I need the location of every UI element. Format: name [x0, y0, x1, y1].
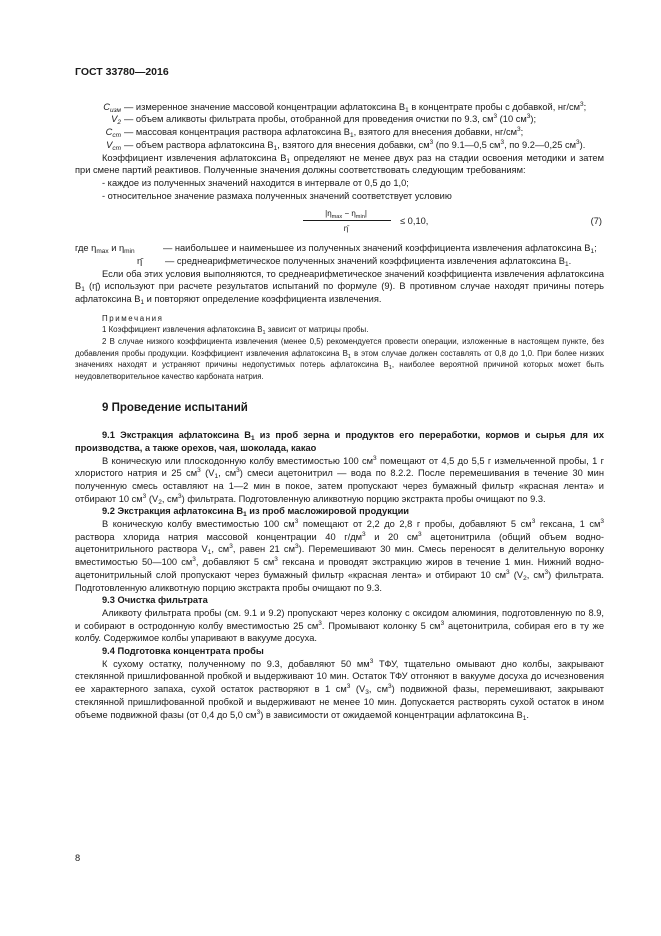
requirement-bullet: - относительное значение размаха полученных значений соответствует условию	[102, 190, 452, 201]
fraction-line	[303, 220, 391, 221]
note-item: 1 Коэффициент извлечения афлатоксина $В_1$ зависит от матрицы пробы.	[102, 325, 369, 337]
where-text: — среднеарифметическое полученных значений коэффициента извлечения афлатоксина $В_1$.	[165, 256, 572, 269]
definition-text: — объем аликвоты фильтрата пробы, отобранной для проведения очистки по 9.3, $см^3$ (10 $см^3$);	[124, 113, 537, 125]
document-header: ГОСТ 33780—2016	[75, 66, 169, 78]
subsection-9-1-title: 9.1 Экстракция афлатоксина $В_1$ из проб зерна и продуктов его переработки, кормов и сырья для их производства, а также орехов, чая, шоколада, какао	[75, 430, 604, 453]
subsection-9-2-title: 9.2 Экстракция афлатоксина $В_1$ из проб масложировой продукции	[102, 506, 410, 519]
definition-text: — объем раствора афлатоксина $В_1$, взятого для внесения добавки, $см^3$ (по 9.1—0,5 $см^3$, по 9.2—0,25 $см^3$).	[124, 138, 586, 152]
page-number: 8	[75, 853, 81, 863]
formula-7	[75, 206, 604, 240]
formula-numerator: $|\eta_{max} - \eta_{min}|$	[325, 209, 367, 221]
definition-item	[75, 139, 604, 152]
definition-item	[75, 101, 604, 114]
definition-symbol: $V_2$	[111, 114, 121, 127]
definition-symbol: $C_{ст}$	[105, 127, 121, 140]
definition-item	[75, 113, 604, 126]
subsection-9-2-text: В коническую колбу вместимостью 100 $см^3$ помещают от 2,2 до 2,8 г пробы, добавляют 5 $см^3$ гексана, 1 $см^3$ раствора хлорида натрия массовой концентрации 40 $г/дм^3$ и 20 $см^3$ ацетонитрила (общий объем водно-ацетонитрильного раствора $V_1$, $см^3$, равен 21 $см^3$). Перемешивают 30 мин. Смесь переносят в делительную воронку вместимостью 50—100 $см^3$, добавляют 5 $см^3$ гексана и проводят экстракцию жиров в течение 1 мин. Нижний водно-ацетонитрильный слой пропускают через бумажный фильтр «красная лента» и отбирают 10 $см^3$ ($V_2$, $см^3$) фильтрата. Подготовленную аликвотную порцию экстракта пробы очищают по 9.3.	[75, 518, 605, 593]
subsection-9-3-title: 9.3 Очистка фильтрата	[102, 595, 208, 606]
formula-rhs: ≤ 0,10,	[400, 216, 429, 227]
requirement-bullet: - каждое из полученных значений находится в интервале от 0,5 до 1,0;	[102, 177, 409, 188]
notes-block	[75, 313, 604, 383]
where-definition	[75, 255, 604, 268]
where-symbol: η̄	[137, 256, 143, 267]
subsection-9-3-text: Аликвоту фильтрата пробы (см. 9.1 и 9.2) пропускают через колонку с оксидом алюминия, подготовленную по 8.9, и собирают в остродонную колбу вместимостью 25 $см^3$. Промывают колонку 5 $см^3$ ацетонитрила, собирая его в ту же колбу. Содержимое колбы упаривают в вакууме досуха.	[75, 607, 605, 644]
note-item: 2 В случае низкого коэффициента извлечения (менее 0,5) рекомендуется провести операции, изложенные в настоящем пункте, без добавления пробы продукции. Коэффициент извлечения афлатоксина $В_1$ в этом случае должен составлять от 0,8 до 1,0. При более низких значениях находят и устраняют причины недопустимых потерь афлатоксина $В_1$, наиболее вероятной причиной которых может быть неудовлетворительное качество карбоната натрия.	[75, 337, 605, 381]
definition-symbol: $C_{изм}$	[103, 101, 121, 114]
definitions-list	[75, 101, 604, 152]
definition-item	[75, 126, 604, 139]
where-definition	[75, 242, 604, 255]
definition-text: — массовая концентрация раствора афлатоксина $В_1$, взятого для внесения добавки, $нг/см^3$;	[124, 126, 524, 140]
paragraph-recovery-coefficient: Коэффициент извлечения афлатоксина $В_1$ определяют не менее двух раз на стадии освоения методики и затем при смене партий реактивов. Полученные значения должны соответствовать следующим требованиям:	[75, 152, 604, 176]
where-text: — наибольшее и наименьшее из полученных значений коэффициента извлечения афлатоксина $В_1$;	[163, 243, 597, 256]
formula-number: (7)	[590, 216, 602, 227]
definition-text: — измеренное значение массовой концентрации афлатоксина $В_1$ в концентрате пробы с добавкой, $нг/см^3$;	[124, 100, 587, 114]
formula-denominator: η̄	[343, 224, 349, 234]
subsection-9-4-title: 9.4 Подготовка концентрата пробы	[102, 646, 264, 657]
paragraph-conditions: Если оба этих условия выполняются, то среднеарифметическое значений коэффициента извлечения афлатоксина $В_1$ (η̄) используют при расчете результатов испытаний по формуле (9). В противном случае находят причины потерь афлатоксина $В_1$ и повторяют определение коэффициента извлечения.	[75, 268, 604, 307]
notes-title: Примечания	[102, 313, 164, 323]
section-title: 9 Проведение испытаний	[102, 402, 248, 415]
subsection-9-4-text: К сухому остатку, полученному по 9.3, добавляют 50 $мм^3$ ТФУ, тщательно омывают дно колбы, закрывают стеклянной пришлифованной пробкой и выдерживают 10 мин. Остаток ТФУ отгоняют в вакууме досуха до исчезновения ее характерного запаха, сухой остаток растворяют в 1 $см^3$ ($V_3$, $см^3$) подвижной фазы, перемешивают, закрывают стеклянной пришлифованной пробкой и выдерживают не менее 10 мин. Допускается растворять сухой остаток в ином объеме подвижной фазы (от 0,4 до 5,0 $см^3$) в зависимости от ожидаемой концентрации афлатоксина $В_1$.	[75, 657, 605, 722]
subsection-9-1-text: В коническую или плоскодонную колбу вместимостью 100 $см^3$ помещают от 4,5 до 5,5 г измельченной пробы, 1 г хлористого натрия и 25 $см^3$ ($V_1$, $см^3$) смеси ацетонитрил — вода по 8.2.2. После перемешивания в течение 30 мин полученную смесь оставляют на 1—2 мин в покое, затем пропускают через бумажный фильтр «красная лента» и отбирают 10 $см^3$ ($V_2$, $см^3$) фильтрата. Подготовленную аликвотную порцию экстракта пробы очищают по 9.3.	[75, 454, 604, 506]
where-symbol: где $\eta_{max}$ и $\eta_{min}$	[75, 243, 135, 256]
definition-symbol: $V_{ст}$	[106, 139, 121, 152]
